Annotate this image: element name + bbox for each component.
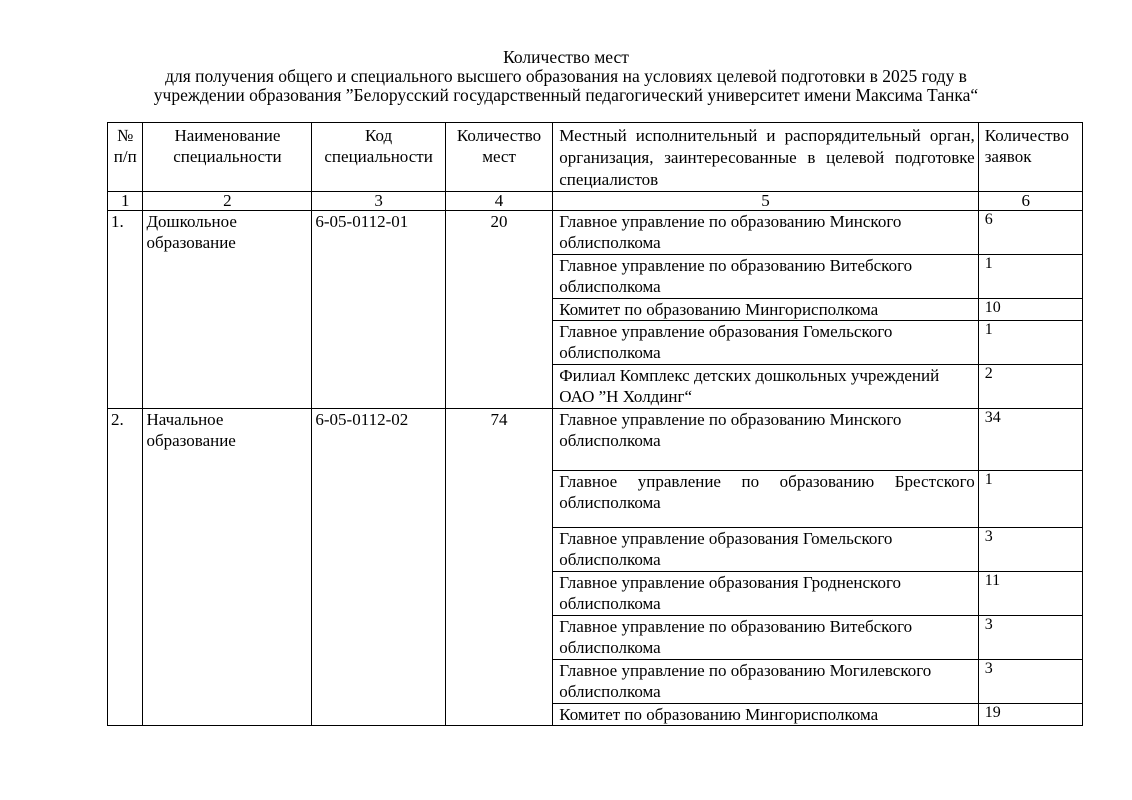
org-name: Филиал Комплекс детских дошкольных учреждений ОАО ”Н Холдинг“ [553, 365, 978, 409]
specialty-name: Начальное образование [143, 409, 312, 726]
column-number: 6 [978, 192, 1082, 211]
column-number-row [108, 192, 1083, 211]
org-name: Главное управление по образованию Витебского облисполкома [553, 255, 978, 299]
requests-count: 3 [978, 660, 1082, 704]
org-name: Главное управление по образованию Минского облисполкома [553, 211, 978, 255]
title-line-1: Количество мест [503, 47, 629, 67]
header-requests: Количество заявок [978, 123, 1082, 192]
org-name: Главное управление по образованию Могилевского облисполкома [553, 660, 978, 704]
org-name: Комитет по образованию Мингорисполкома [553, 299, 978, 321]
places-table [107, 122, 1083, 726]
requests-count: 1 [978, 255, 1082, 299]
requests-count: 3 [978, 616, 1082, 660]
row-num: 1. [108, 211, 143, 409]
requests-count: 2 [978, 365, 1082, 409]
requests-count: 34 [978, 409, 1082, 471]
org-name: Главное управление образования Гродненского облисполкома [553, 572, 978, 616]
title-line-3: учреждении образования ”Белорусский государственный педагогический университет имени Максима Танка“ [153, 85, 979, 105]
requests-count: 19 [978, 704, 1082, 726]
org-name: Главное управление образования Гомельского облисполкома [553, 321, 978, 365]
org-name: Главное управление по образованию Витебского облисполкома [553, 616, 978, 660]
title-line-2: для получения общего и специального высшего образования на условиях целевой подготовки в 2025 году в [165, 66, 967, 86]
table-header-row [108, 123, 1083, 192]
requests-count: 1 [978, 471, 1082, 528]
header-places: Количество мест [445, 123, 552, 192]
requests-count: 6 [978, 211, 1082, 255]
places-count: 74 [445, 409, 552, 726]
column-number: 5 [553, 192, 978, 211]
column-number: 1 [108, 192, 143, 211]
column-number: 2 [143, 192, 312, 211]
row-num: 2. [108, 409, 143, 726]
specialty-name: Дошкольное образование [143, 211, 312, 409]
requests-count: 3 [978, 528, 1082, 572]
org-name: Главное управление образования Гомельского облисполкома [553, 528, 978, 572]
specialty-code: 6-05-0112-01 [312, 211, 445, 409]
header-code: Код специальности [312, 123, 445, 192]
column-number: 3 [312, 192, 445, 211]
header-num: № п/п [108, 123, 143, 192]
org-name: Комитет по образованию Мингорисполкома [553, 704, 978, 726]
header-org: Местный исполнительный и распорядительный орган, организация, заинтересованные в целевой подготовке специалистов [553, 123, 978, 192]
table-row [108, 409, 1083, 471]
org-name: Главное управление по образованию Брестского облисполкома [553, 471, 978, 528]
requests-count: 10 [978, 299, 1082, 321]
requests-count: 11 [978, 572, 1082, 616]
org-name: Главное управление по образованию Минского облисполкома [553, 409, 978, 471]
header-name: Наименование специальности [143, 123, 312, 192]
document-title [0, 48, 1132, 105]
table-row [108, 211, 1083, 255]
requests-count: 1 [978, 321, 1082, 365]
specialty-code: 6-05-0112-02 [312, 409, 445, 726]
column-number: 4 [445, 192, 552, 211]
places-count: 20 [445, 211, 552, 409]
